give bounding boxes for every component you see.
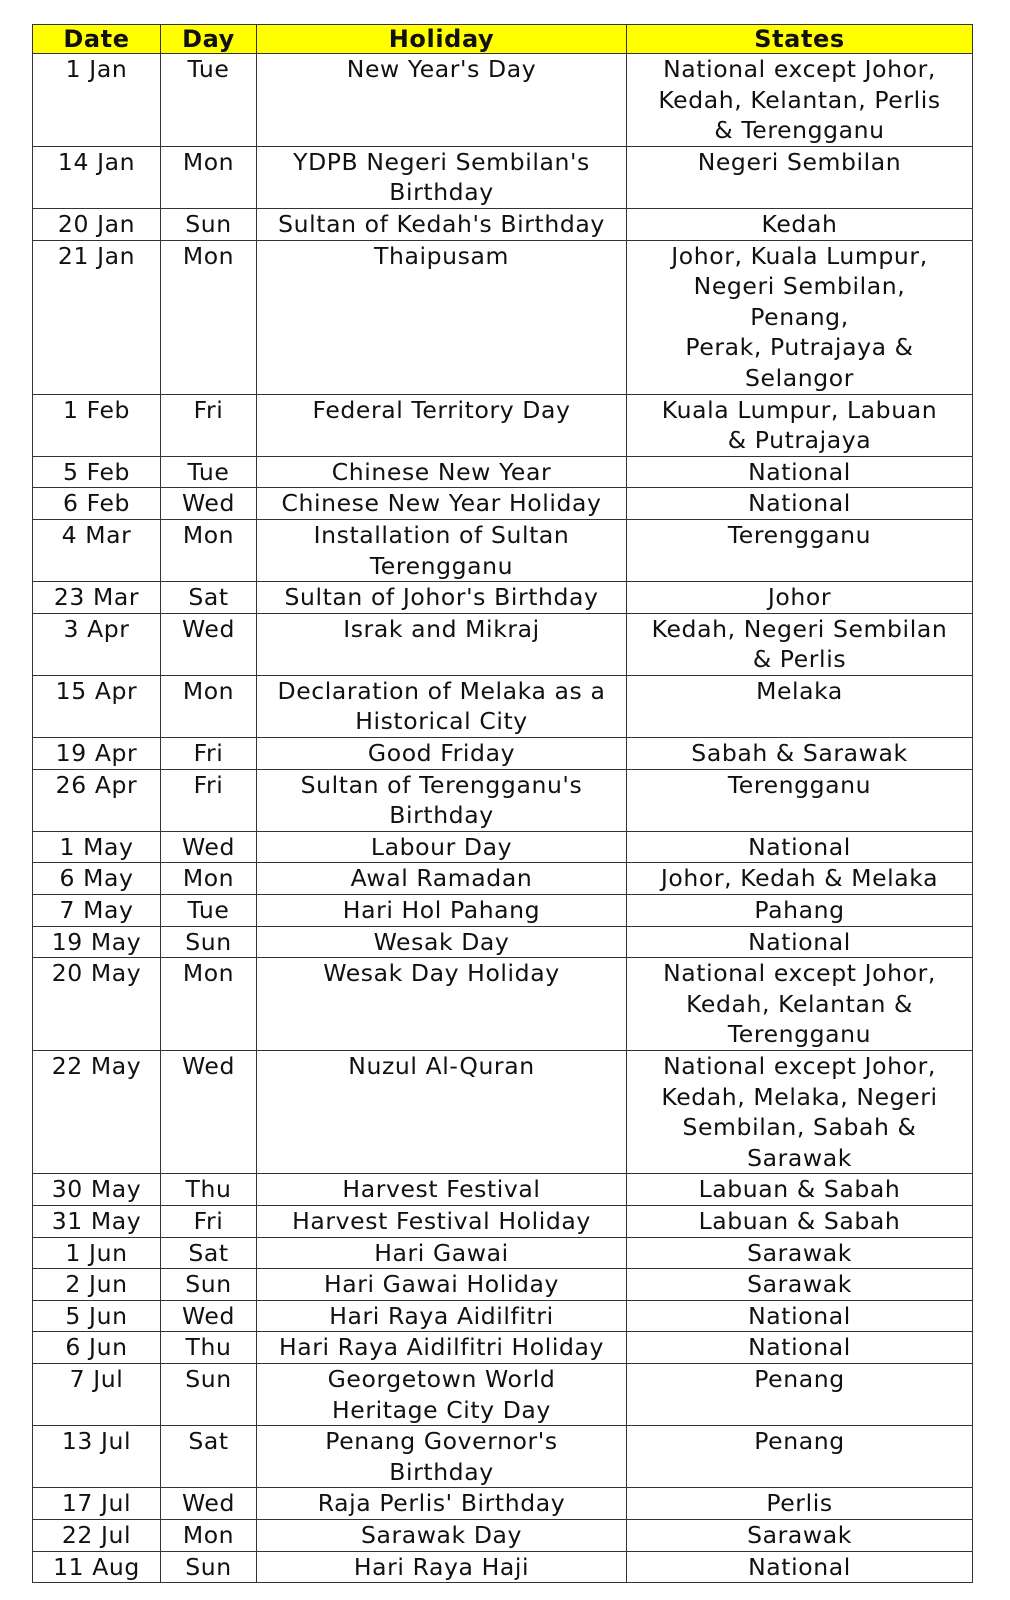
- day-cell: Fri: [161, 738, 257, 770]
- holiday-name-line: Hari Raya Aidilfitri: [329, 1301, 554, 1330]
- states-cell: [627, 1332, 973, 1364]
- holiday-cell: [257, 863, 627, 895]
- holiday-name-line: Wesak Day: [373, 927, 510, 956]
- date-cell: 1 Jan: [33, 54, 161, 147]
- states-line: Labuan & Sabah: [698, 1175, 901, 1204]
- table-row: [33, 582, 973, 614]
- states-line: National: [748, 832, 851, 861]
- holiday-name-line: Harvest Festival: [342, 1175, 541, 1204]
- states-cell: [627, 1269, 973, 1301]
- day-cell: Sat: [161, 1237, 257, 1269]
- states-line: National: [748, 1333, 851, 1362]
- table-row: [33, 863, 973, 895]
- table-body: [33, 54, 973, 1583]
- states-line: National except Johor,: [663, 959, 936, 988]
- date-cell: 30 May: [33, 1174, 161, 1206]
- day-cell: Fri: [161, 1205, 257, 1237]
- table-row: [33, 1426, 973, 1488]
- states-line: Negeri Sembilan,: [693, 272, 906, 301]
- states-line: Terengganu: [727, 1020, 872, 1049]
- table-row: [33, 926, 973, 958]
- states-line: National except Johor,: [663, 55, 936, 83]
- states-cell: [627, 208, 973, 240]
- date-cell: 1 Jun: [33, 1237, 161, 1269]
- table-row: [33, 831, 973, 863]
- states-cell: [627, 1205, 973, 1237]
- states-cell: [627, 54, 973, 147]
- holiday-cell: [257, 831, 627, 863]
- holiday-cell: [257, 926, 627, 958]
- holiday-cell: [257, 1488, 627, 1520]
- holiday-cell: [257, 1205, 627, 1237]
- states-line: National: [748, 489, 851, 518]
- date-cell: 11 Aug: [33, 1551, 161, 1583]
- table-row: [33, 240, 973, 394]
- holiday-cell: [257, 613, 627, 675]
- states-cell: [627, 1551, 973, 1583]
- holiday-cell: [257, 1237, 627, 1269]
- header-row: [33, 25, 973, 54]
- holiday-name-line: Terengganu: [369, 551, 514, 580]
- states-line: Negeri Sembilan: [697, 147, 902, 176]
- holiday-name-line: Chinese New Year Holiday: [281, 489, 602, 518]
- states-cell: [627, 738, 973, 770]
- date-cell: 19 May: [33, 926, 161, 958]
- date-cell: 1 May: [33, 831, 161, 863]
- holiday-cell: [257, 1174, 627, 1206]
- holiday-name-line: Historical City: [355, 707, 528, 736]
- states-cell: [627, 146, 973, 208]
- holiday-cell: [257, 1426, 627, 1488]
- date-cell: 23 Mar: [33, 582, 161, 614]
- table-row: [33, 769, 973, 831]
- date-cell: 7 May: [33, 895, 161, 927]
- date-cell: 6 Feb: [33, 488, 161, 520]
- states-line: Sarawak: [747, 1520, 852, 1549]
- table-row: [33, 1363, 973, 1425]
- states-line: Penang: [754, 1427, 845, 1456]
- holiday-table: [32, 24, 973, 1583]
- states-cell: [627, 863, 973, 895]
- day-cell: Tue: [161, 456, 257, 488]
- date-cell: 6 Jun: [33, 1332, 161, 1364]
- table-row: [33, 1051, 973, 1174]
- states-line: Melaka: [756, 676, 843, 705]
- states-line: National: [748, 1301, 851, 1330]
- holiday-name-line: Heritage City Day: [332, 1395, 551, 1424]
- states-line: National: [748, 1552, 851, 1581]
- states-cell: [627, 582, 973, 614]
- states-cell: [627, 831, 973, 863]
- holiday-cell: [257, 1332, 627, 1364]
- holiday-cell: [257, 1269, 627, 1301]
- table-row: [33, 394, 973, 456]
- states-cell: [627, 769, 973, 831]
- holiday-name-line: Birthday: [389, 801, 494, 830]
- states-line: Pahang: [754, 896, 845, 925]
- date-cell: 22 Jul: [33, 1519, 161, 1551]
- holiday-name-line: Raja Perlis' Birthday: [317, 1489, 566, 1518]
- day-cell: Sun: [161, 1269, 257, 1301]
- states-line: National: [748, 927, 851, 956]
- holiday-name-line: Hari Raya Aidilfitri Holiday: [278, 1333, 605, 1362]
- day-cell: Mon: [161, 240, 257, 394]
- holiday-cell: [257, 394, 627, 456]
- states-line: Sarawak: [747, 1143, 852, 1172]
- states-line: Johor: [767, 583, 832, 612]
- states-cell: [627, 1519, 973, 1551]
- day-cell: Mon: [161, 675, 257, 737]
- table-row: [33, 208, 973, 240]
- date-cell: 13 Jul: [33, 1426, 161, 1488]
- states-cell: [627, 895, 973, 927]
- table-row: [33, 488, 973, 520]
- day-cell: Sat: [161, 1426, 257, 1488]
- day-cell: Mon: [161, 519, 257, 581]
- table-row: [33, 456, 973, 488]
- holiday-name-line: Nuzul Al-Quran: [348, 1052, 535, 1080]
- day-cell: Thu: [161, 1174, 257, 1206]
- holiday-name-line: Hari Gawai: [374, 1238, 509, 1267]
- day-cell: Wed: [161, 613, 257, 675]
- holiday-name-line: Birthday: [389, 1457, 494, 1486]
- table-row: [33, 1300, 973, 1332]
- states-line: Perak, Putrajaya &: [685, 333, 914, 362]
- day-cell: Wed: [161, 1488, 257, 1520]
- holiday-cell: [257, 1551, 627, 1583]
- day-cell: Fri: [161, 769, 257, 831]
- column-header-date: Date: [33, 25, 161, 54]
- day-cell: Mon: [161, 1519, 257, 1551]
- holiday-name-line: Labour Day: [370, 832, 513, 861]
- day-cell: Mon: [161, 146, 257, 208]
- states-line: Sarawak: [747, 1270, 852, 1299]
- table-row: [33, 895, 973, 927]
- date-cell: 4 Mar: [33, 519, 161, 581]
- date-cell: 14 Jan: [33, 146, 161, 208]
- table-row: [33, 738, 973, 770]
- states-line: Selangor: [745, 363, 854, 392]
- date-cell: 2 Jun: [33, 1269, 161, 1301]
- states-cell: [627, 1300, 973, 1332]
- day-cell: Mon: [161, 958, 257, 1051]
- table-row: [33, 1205, 973, 1237]
- holiday-name-line: Hari Hol Pahang: [342, 896, 541, 925]
- states-cell: [627, 394, 973, 456]
- states-line: & Putrajaya: [727, 426, 872, 455]
- holiday-cell: [257, 958, 627, 1051]
- states-line: Kedah, Melaka, Negeri: [661, 1082, 938, 1111]
- states-cell: [627, 1488, 973, 1520]
- states-line: Kedah, Kelantan, Perlis: [658, 85, 941, 114]
- table-row: [33, 1488, 973, 1520]
- day-cell: Sun: [161, 208, 257, 240]
- table-row: [33, 146, 973, 208]
- table-row: [33, 1332, 973, 1364]
- states-line: Penang,: [750, 302, 849, 331]
- holiday-name-line: Federal Territory Day: [312, 395, 571, 424]
- states-line: Johor, Kuala Lumpur,: [671, 241, 928, 270]
- date-cell: 7 Jul: [33, 1363, 161, 1425]
- date-cell: 31 May: [33, 1205, 161, 1237]
- date-cell: 6 May: [33, 863, 161, 895]
- states-cell: [627, 675, 973, 737]
- column-header-states: States: [627, 25, 973, 54]
- table-row: [33, 519, 973, 581]
- holiday-name-line: Harvest Festival Holiday: [292, 1206, 591, 1235]
- day-cell: Sun: [161, 1551, 257, 1583]
- holiday-cell: [257, 54, 627, 147]
- table-row: [33, 1174, 973, 1206]
- states-line: Kedah, Negeri Sembilan: [651, 614, 948, 643]
- states-cell: [627, 1363, 973, 1425]
- holiday-cell: [257, 1519, 627, 1551]
- holiday-cell: [257, 1051, 627, 1174]
- date-cell: 5 Jun: [33, 1300, 161, 1332]
- states-line: Kedah: [761, 209, 838, 238]
- table-row: [33, 54, 973, 147]
- holiday-name-line: Declaration of Melaka as a: [277, 676, 606, 705]
- date-cell: 1 Feb: [33, 394, 161, 456]
- day-cell: Mon: [161, 863, 257, 895]
- day-cell: Sun: [161, 926, 257, 958]
- states-cell: [627, 519, 973, 581]
- holiday-cell: [257, 456, 627, 488]
- table-row: [33, 1269, 973, 1301]
- states-line: Penang: [754, 1364, 845, 1393]
- states-line: Terengganu: [727, 520, 872, 549]
- states-line: Sarawak: [747, 1238, 852, 1267]
- holiday-name-line: Sultan of Terengganu's: [300, 770, 583, 799]
- holiday-cell: [257, 738, 627, 770]
- table-header: [33, 25, 973, 54]
- holiday-cell: [257, 519, 627, 581]
- states-line: Kuala Lumpur, Labuan: [661, 395, 938, 424]
- day-cell: Sat: [161, 582, 257, 614]
- holiday-cell: [257, 208, 627, 240]
- states-line: & Terengganu: [714, 116, 885, 145]
- states-cell: [627, 456, 973, 488]
- holiday-cell: [257, 582, 627, 614]
- states-line: Labuan & Sabah: [698, 1206, 901, 1235]
- day-cell: Wed: [161, 1300, 257, 1332]
- day-cell: Sun: [161, 1363, 257, 1425]
- holiday-name-line: Georgetown World: [327, 1364, 556, 1393]
- holiday-name-line: Wesak Day Holiday: [323, 959, 560, 988]
- states-cell: [627, 1174, 973, 1206]
- states-cell: [627, 613, 973, 675]
- day-cell: Thu: [161, 1332, 257, 1364]
- date-cell: 26 Apr: [33, 769, 161, 831]
- states-cell: [627, 488, 973, 520]
- table-row: [33, 1551, 973, 1583]
- holiday-cell: [257, 769, 627, 831]
- holiday-name-line: Sarawak Day: [360, 1520, 523, 1549]
- states-line: Perlis: [766, 1489, 833, 1518]
- table-row: [33, 675, 973, 737]
- holiday-cell: [257, 1363, 627, 1425]
- holiday-name-line: Thaipusam: [374, 241, 509, 270]
- holiday-cell: [257, 146, 627, 208]
- holiday-name-line: Sultan of Kedah's Birthday: [278, 209, 605, 238]
- table-row: [33, 1237, 973, 1269]
- table-row: [33, 613, 973, 675]
- holiday-name-line: Penang Governor's: [325, 1427, 558, 1456]
- date-cell: 15 Apr: [33, 675, 161, 737]
- date-cell: 17 Jul: [33, 1488, 161, 1520]
- states-cell: [627, 240, 973, 394]
- date-cell: 3 Apr: [33, 613, 161, 675]
- holiday-cell: [257, 488, 627, 520]
- holiday-name-line: Hari Raya Haji: [353, 1552, 530, 1581]
- holiday-name-line: New Year's Day: [346, 55, 537, 83]
- holiday-name-line: Installation of Sultan: [313, 520, 570, 549]
- states-line: Johor, Kedah & Melaka: [660, 864, 939, 893]
- table-row: [33, 1519, 973, 1551]
- holiday-sheet: [32, 24, 972, 1583]
- day-cell: Fri: [161, 394, 257, 456]
- holiday-name-line: Good Friday: [367, 739, 516, 768]
- day-cell: Tue: [161, 895, 257, 927]
- date-cell: 21 Jan: [33, 240, 161, 394]
- holiday-name-line: Hari Gawai Holiday: [323, 1270, 560, 1299]
- states-line: Terengganu: [727, 770, 872, 799]
- holiday-name-line: YDPB Negeri Sembilan's: [293, 147, 590, 176]
- holiday-name-line: Birthday: [389, 178, 494, 207]
- states-cell: [627, 958, 973, 1051]
- holiday-cell: [257, 240, 627, 394]
- states-line: National except Johor,: [663, 1052, 936, 1080]
- column-header-day: Day: [161, 25, 257, 54]
- states-cell: [627, 926, 973, 958]
- day-cell: Wed: [161, 488, 257, 520]
- table-row: [33, 958, 973, 1051]
- holiday-name-line: Awal Ramadan: [350, 864, 533, 893]
- holiday-cell: [257, 1300, 627, 1332]
- holiday-name-line: Israk and Mikraj: [343, 614, 540, 643]
- holiday-cell: [257, 675, 627, 737]
- day-cell: Tue: [161, 54, 257, 147]
- states-cell: [627, 1051, 973, 1174]
- day-cell: Wed: [161, 1051, 257, 1174]
- column-header-holiday: Holiday: [257, 25, 627, 54]
- states-line: Kedah, Kelantan &: [686, 989, 913, 1018]
- date-cell: 20 May: [33, 958, 161, 1051]
- states-line: Sembilan, Sabah &: [682, 1113, 917, 1142]
- states-cell: [627, 1426, 973, 1488]
- day-cell: Wed: [161, 831, 257, 863]
- date-cell: 20 Jan: [33, 208, 161, 240]
- holiday-cell: [257, 895, 627, 927]
- holiday-name-line: Chinese New Year: [331, 457, 552, 486]
- states-line: National: [748, 457, 851, 486]
- states-cell: [627, 1237, 973, 1269]
- holiday-name-line: Sultan of Johor's Birthday: [284, 583, 599, 612]
- date-cell: 5 Feb: [33, 456, 161, 488]
- states-line: & Perlis: [752, 645, 847, 674]
- states-line: Sabah & Sarawak: [691, 739, 908, 768]
- date-cell: 22 May: [33, 1051, 161, 1174]
- date-cell: 19 Apr: [33, 738, 161, 770]
